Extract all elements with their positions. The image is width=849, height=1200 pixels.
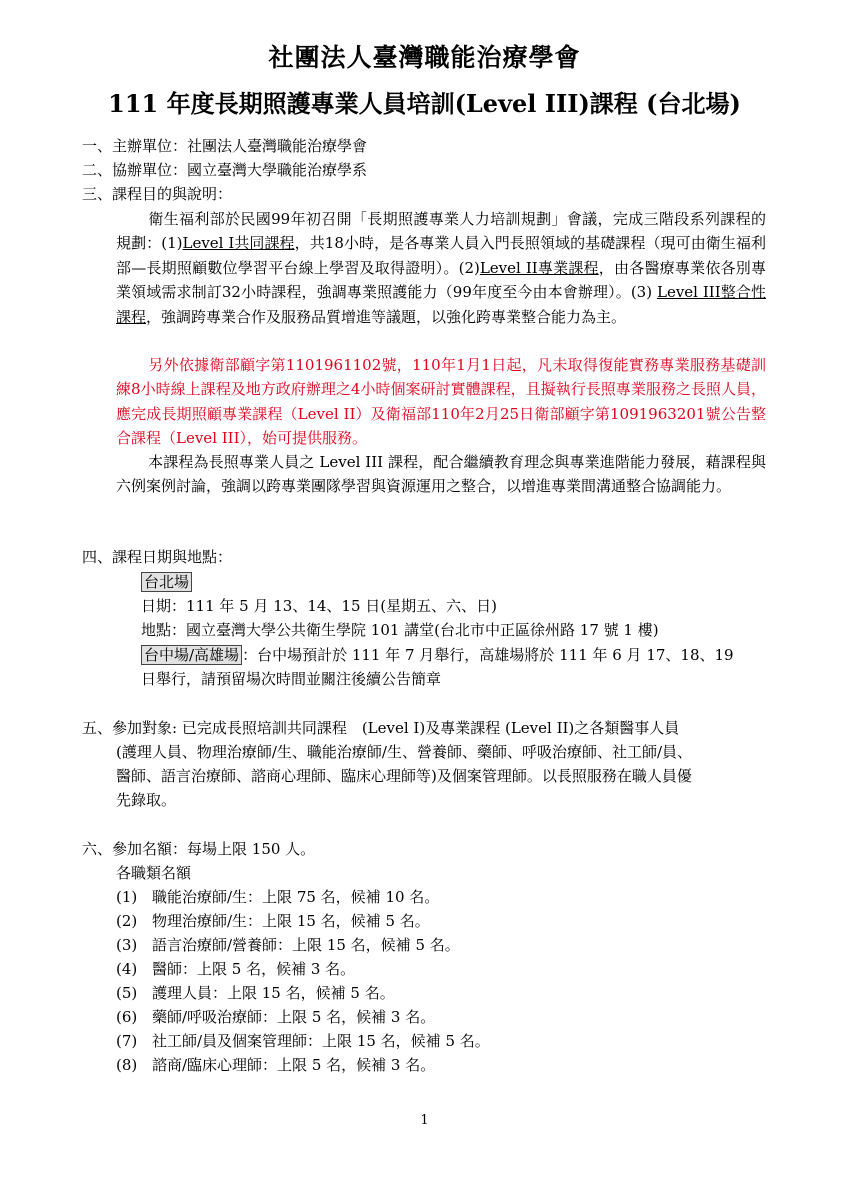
list-text: 物理治療師/生：上限 15 名，候補 5 名。 <box>152 912 430 930</box>
list-item <box>116 1053 435 1077</box>
organization-title: 社團法人臺灣職能治療學會 <box>268 43 581 72</box>
list-item <box>116 933 460 957</box>
taipei-box: 台北場 <box>141 572 192 592</box>
list-number: (3) <box>116 936 138 954</box>
purpose-text: ，由各醫療專業依各別專業領域需求制訂32小時課程，強調專業照護能力（99年度至今由本會辦理）。(3) <box>116 258 766 302</box>
level-1-course: Level I共同課程 <box>182 234 295 253</box>
list-text: 職能治療師/生：上限 75 名，候補 10 名。 <box>152 888 440 906</box>
regulation-paragraph <box>116 353 766 451</box>
section-co-organizer: 二、協辦單位：國立臺灣大學職能治療學系 <box>82 161 368 179</box>
section-organizer: 一、主辦單位：社團法人臺灣職能治療學會 <box>82 137 368 155</box>
list-number: (4) <box>116 960 138 978</box>
level-2-course: Level II專業課程 <box>479 258 599 277</box>
level-3-course: Level III整合性課程 <box>116 283 767 326</box>
purpose-text: ，強調跨專業合作及服務品質增進等議題，以強化跨專業整合能力為主。 <box>146 307 627 326</box>
list-text: 護理人員：上限 15 名，候補 5 名。 <box>152 984 395 1002</box>
list-number: (6) <box>116 1008 138 1026</box>
other-venues-continued: 日舉行，請預留場次時間並關注後續公告簡章 <box>141 670 442 688</box>
list-item <box>116 885 439 909</box>
section-date-location-heading: 四、課程日期與地點： <box>82 548 233 566</box>
list-item <box>116 981 395 1005</box>
list-number: (2) <box>116 912 138 930</box>
course-date: 日期：111 年 5 月 13、14、15 日(星期五、六、日) <box>141 597 497 615</box>
course-description-text: 本課程為長照專業人員之 Level III 課程，配合繼續教育理念與專業進階能力發展，藉課程與六例案例討論，強調以跨專業團隊學習與資源運用之整合，以增進專業間溝通整合協調能力。 <box>116 453 766 496</box>
taipei-venue-label <box>141 570 192 594</box>
list-item <box>116 957 355 981</box>
regulation-text: 另外依據衛部顧字第1101961102號，110年1月1日起，凡未取得復能實務專業服務基礎訓練8小時線上課程及地方政府辦理之4小時個案研討實體課程，且擬執行長照專業服務之長照人員，應完成長期照顧專業課程（Level II）及衛福部110年2月25日衛部顧字第1091963201號公告整合課程（Level III），始可提供服務。 <box>116 356 766 448</box>
section-purpose-heading: 三、課程目的與說明： <box>82 185 233 203</box>
other-venues-text: ：台中場預計於 111 年 7 月舉行，高雄場將於 111 年 6 月 17、18、19 <box>242 646 734 664</box>
list-number: (5) <box>116 984 138 1002</box>
list-number: (7) <box>116 1032 138 1050</box>
other-venues <box>141 643 734 667</box>
participants-line-3: 醫師、語言治療師、諮商心理師、臨床心理師等)及個案管理師。以長照服務在職人員優 <box>116 767 692 785</box>
list-text: 醫師：上限 5 名，候補 3 名。 <box>152 960 356 978</box>
list-text: 社工師/員及個案管理師：上限 15 名，候補 5 名。 <box>152 1032 490 1050</box>
purpose-paragraph-3 <box>116 450 766 499</box>
section-participants: 五、參加對象: 已完成長照培訓共同課程 (Level I)及專業課程 (Level II)之各類醫事人員 <box>82 719 680 737</box>
list-text: 諮商/臨床心理師：上限 5 名，候補 3 名。 <box>152 1056 436 1074</box>
list-number: (1) <box>116 888 138 906</box>
page-number: 1 <box>420 1113 429 1128</box>
list-item <box>116 909 430 933</box>
course-location: 地點：國立臺灣大學公共衛生學院 101 講堂(台北市中正區徐州路 17 號 1 樓) <box>141 621 659 639</box>
purpose-text: ，共18小時，是各專業人員入門長照領域的基礎課程（現可由衛生福利部—長期照顧數位學習平台線上學習及取得證明）。(2) <box>116 234 766 277</box>
list-text: 藥師/呼吸治療師：上限 5 名，候補 3 名。 <box>152 1008 436 1026</box>
participants-line-4: 先錄取。 <box>116 791 177 809</box>
quota-subheading: 各職類名額 <box>116 864 192 882</box>
purpose-paragraph-1 <box>116 207 766 329</box>
purpose-text: 衛生福利部於民國99年初召開「長期照護專業人力培訓規劃」會議，完成三階段系列課程的規劃：(1) <box>116 210 766 253</box>
other-venues-box: 台中場/高雄場 <box>141 645 242 665</box>
list-item <box>116 1029 490 1053</box>
participants-line-2: (護理人員、物理治療師/生、職能治療師/生、營養師、藥師、呼吸治療師、社工師/員、 <box>116 743 693 761</box>
course-title: 111 年度長期照護專業人員培訓(Level III)課程 (台北場) <box>108 89 741 118</box>
list-number: (8) <box>116 1056 138 1074</box>
list-text: 語言治療師/營養師：上限 15 名，候補 5 名。 <box>152 936 460 954</box>
section-quota: 六、參加名額：每場上限 150 人。 <box>82 840 316 858</box>
list-item <box>116 1005 435 1029</box>
